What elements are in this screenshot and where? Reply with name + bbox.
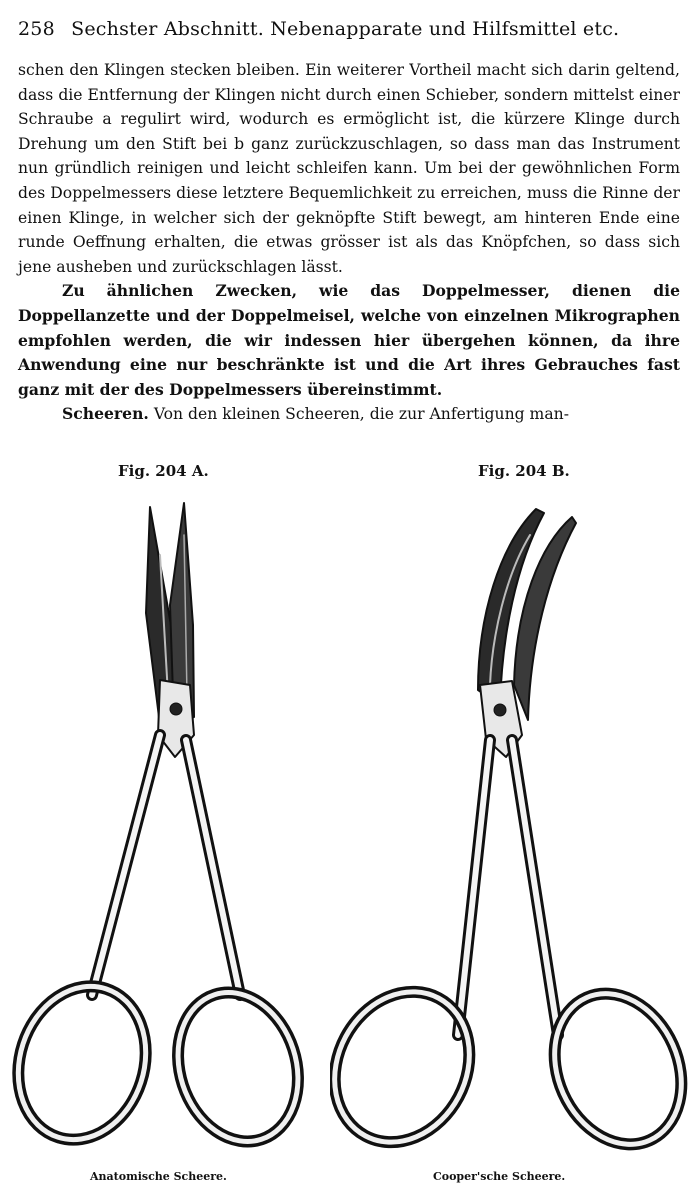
section-paragraph <box>18 402 680 427</box>
section-text: Von den kleinen Scheeren, die zur Anfertigung man- <box>153 405 569 424</box>
running-header <box>18 18 683 48</box>
figure-caption-right: Cooper'sche Scheere. <box>433 1170 566 1183</box>
figure-label-left: Fig. 204 A. <box>118 462 209 480</box>
figure-caption-left: Anatomische Scheere. <box>90 1170 227 1183</box>
figure-label-right: Fig. 204 B. <box>478 462 570 480</box>
paragraph-2: Zu ähnlichen Zwecken, wie das Doppelmesser, dienen die Doppellanzette und der Doppelmeisel, welche von einzelnen Mikrographen empfohlen werden, die wir indessen hier übergehen können, da ihre Anwendung eine nur beschränkte ist und die Art ihres Gebrauches fast ganz mit der des Doppelmessers übereinstimmt. <box>18 281 680 399</box>
page-number: 258 <box>18 18 55 40</box>
running-title: Sechster Abschnitt. Nebenapparate und Hilfsmittel etc. <box>71 18 620 40</box>
section-heading: Scheeren. <box>62 404 149 424</box>
paragraph-1: schen den Klingen stecken bleiben. Ein weiterer Vortheil macht sich darin geltend, dass die Entfernung der Klingen nicht durch einen Schieber, sondern mittelst einer Schraube a regulirt wird, wodurch es ermöglicht ist, die kürzere Klinge durch Drehung um den Stift bei b ganz zurückzuschlagen, so dass man das Instrument nun gründlich reinigen und leicht schleifen kann. Um bei der gewöhnlichen Form des Doppelmessers diese letztere Bequemlichkeit zu erreichen, muss die Rinne der einen Klinge, in welcher sich der geknöpfte Stift bewegt, am hinteren Ende eine runde Oeffnung erhalten, die etwas grösser ist als das Knöpfchen, so dass sich jene ausheben und zurückschlagen lässt. <box>18 61 680 276</box>
body-text <box>18 58 680 427</box>
cooper-scissors-illustration <box>330 495 690 1165</box>
anatomical-scissors-illustration <box>10 495 310 1165</box>
